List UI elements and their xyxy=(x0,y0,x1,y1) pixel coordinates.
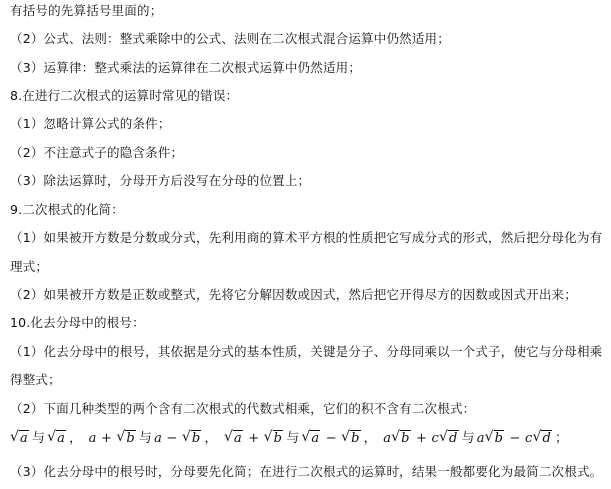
sqrt-a: √ a xyxy=(224,430,243,448)
text-line: 得整式； xyxy=(10,372,61,387)
text-line: （2）不注意式子的隐含条件； xyxy=(10,145,184,160)
sqrt-b: √ b xyxy=(485,430,505,448)
text-line: （3）运算律：整式乘法的运算律在二次根式运算中仍然适用； xyxy=(10,60,362,75)
sqrt-a: √ a xyxy=(10,430,29,448)
section-heading: 10.化去分母中的根号： xyxy=(10,315,145,330)
text-line: （1）如果被开方数是分数或分式，先利用商的算术平方根的性质把它写成分式的形式，然后把分母化为有 xyxy=(10,230,603,245)
sqrt-b: √ b xyxy=(264,430,284,448)
sqrt-b: √ b xyxy=(182,430,202,448)
section-heading: 9.二次根式的化简： xyxy=(10,202,124,217)
section-heading: 8.在进行二次根式的运算时常见的错误： xyxy=(10,88,239,103)
text-line: （1）化去分母中的根号，其依据是分式的基本性质，关键是分子、分母同乘以一个式子，使它与分母相乘 xyxy=(10,344,603,359)
sqrt-d: √ d xyxy=(532,430,552,448)
sqrt-b: √ b xyxy=(391,430,411,448)
text-line: （3）除法运算时，分母开方后没写在分母的位置上； xyxy=(10,173,311,188)
sqrt-a: √ a xyxy=(301,430,320,448)
text-line: （2）如果被开方数是正数或整式，先将它分解因数或因式，然后把它开得尽方的因数或因式开出来； xyxy=(10,287,577,302)
formula-line: √ a 与√ a ， a + √ b 与 a − √ b ， √ a + √ b 与√ a − √ b ， a√ b + c√ d 与 a√ b − c√ d ； xyxy=(10,430,570,448)
text-line: （3）化去分母中的根号时，分母要先化简；在进行二次根式的运算时，结果一般都要化为最简二次根式。 xyxy=(10,464,603,479)
text-line: （2）下面几种类型的两个含有二次根式的代数式相乘，它们的积不含有二次根式： xyxy=(10,401,476,416)
sqrt-b: √ b xyxy=(116,430,136,448)
sqrt-d: √ d xyxy=(439,430,459,448)
sqrt-a: √ a xyxy=(47,430,66,448)
sqrt-b: √ b xyxy=(341,430,361,448)
text-line: 理式； xyxy=(10,259,49,274)
text-line: 有括号的先算括号里面的； xyxy=(10,3,163,18)
text-line: （1）忽略计算公式的条件； xyxy=(10,116,171,131)
text-line: （2）公式、法则：整式乘除中的公式、法则在二次根式混合运算中仍然适用； xyxy=(10,31,450,46)
